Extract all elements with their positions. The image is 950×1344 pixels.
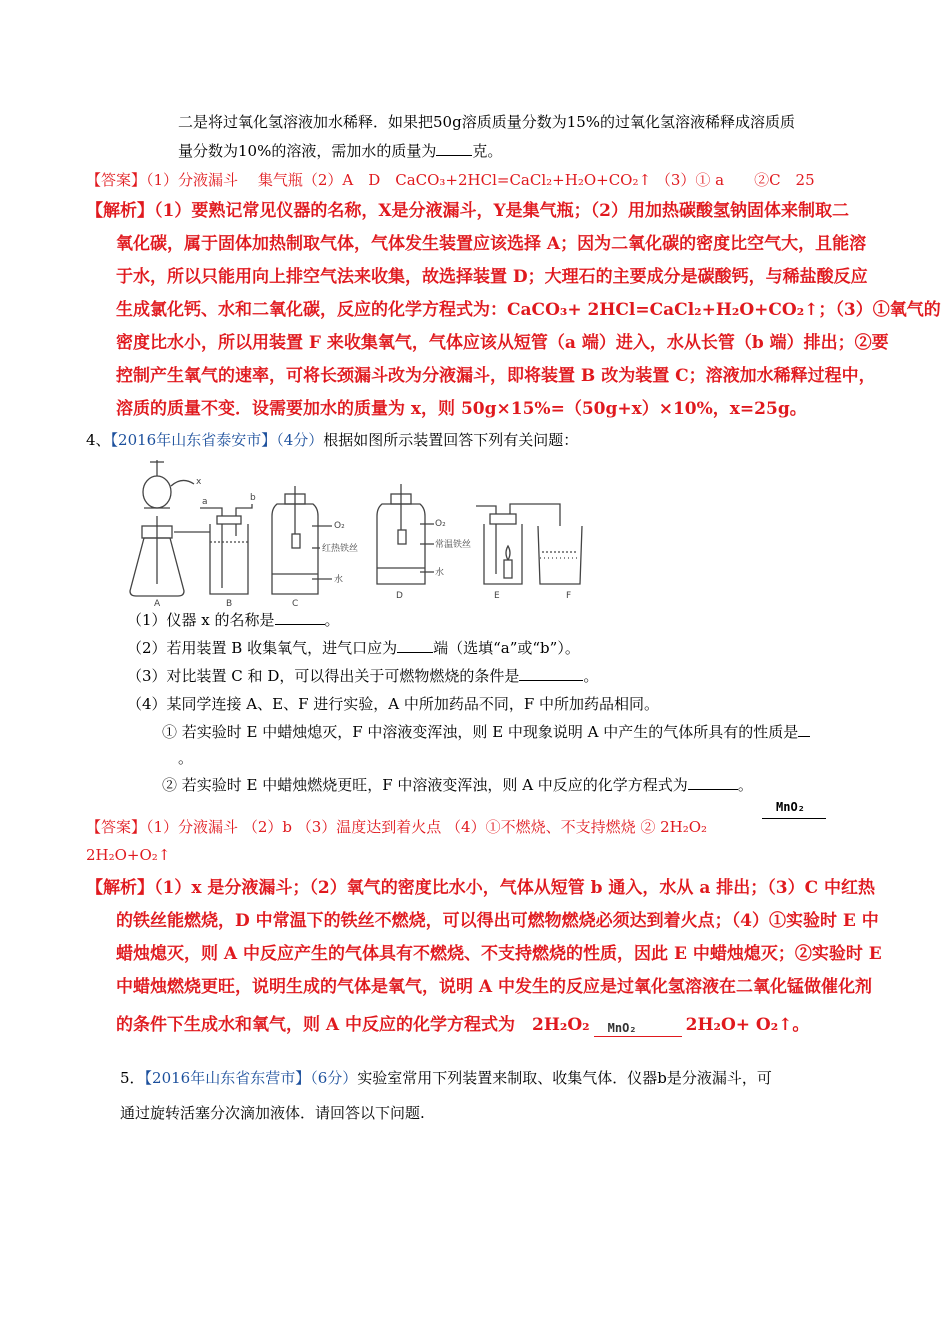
answer-blank: [798, 722, 810, 737]
q4-sub4-1-text: ① 若实验时 E 中蜡烛熄灭，F 中溶液变浑浊，则 E 中现象说明 A 中产生的气体所具有的性质是: [162, 723, 799, 741]
catalyst-mno2: MnO₂: [776, 800, 805, 814]
answer3: 【答案】（1）分液漏斗 集气瓶（2）A D CaCO₃+2HCl=CaCl₂+H₂O+CO₂↑ （3）① a ②C 25: [86, 171, 815, 189]
q4-sub4-1-end: 。: [178, 749, 194, 767]
label-water-c: 水: [334, 575, 344, 585]
q4-sub4-2: [162, 775, 753, 795]
q4-sub1-end: 。: [324, 611, 340, 629]
answer-blank: [688, 775, 738, 790]
apparatus-f: [538, 526, 582, 584]
label-port-b: b: [250, 493, 256, 503]
answer-blank: [275, 610, 325, 625]
q4-score: （4分）: [276, 431, 324, 449]
label-room-wire: 常温铁丝: [435, 540, 472, 550]
q4-sub3-end: 。: [583, 667, 599, 685]
analysis4-line2: 的铁丝能燃烧，D 中常温下的铁丝不燃烧，可以得出可燃物燃烧必须达到着火点；（4）①实验时 E 中: [116, 911, 879, 931]
q4-sub4-2-end: 。: [737, 776, 753, 794]
answer-blank: [436, 141, 472, 156]
q5-line2: 通过旋转活塞分次滴加液体．请回答以下问题.: [120, 1104, 425, 1122]
label-f: F: [566, 591, 572, 601]
answer4-line1: 【答案】（1）分液漏斗 （2）b （3）温度达到着火点 （4）①不燃烧、不支持燃烧 ② 2H₂O₂: [86, 818, 708, 836]
q4-sub2: [127, 638, 580, 658]
q4-sub4: （4）某同学连接 A、E、F 进行实验，A 中所加药品不同，F 中所加药品相同。: [127, 695, 660, 713]
analysis3-line2: 氧化碳，属于固体加热制取气体，气体发生装置应该选择 A；因为二氧化碳的密度比空气大，且能溶: [116, 234, 867, 254]
q4-number: 4、: [86, 431, 111, 449]
label-o2-c: O₂: [334, 521, 345, 531]
label-a: A: [154, 599, 161, 608]
answer-blank: [519, 666, 583, 681]
q4-sub2-end: 端（选填“a”或“b”）。: [433, 639, 580, 657]
q5-heading: [120, 1068, 772, 1088]
q4-sub1-text: （1）仪器 x 的名称是: [127, 611, 275, 629]
catalyst-mno2-analysis: MnO₂: [607, 1021, 637, 1035]
answer-blank: [397, 638, 433, 653]
q4-sub3-text: （3）对比装置 C 和 D，可以得出关于可燃物燃烧的条件是: [127, 667, 520, 685]
analysis4-line5-end: 2H₂O+ O₂↑。: [685, 1015, 810, 1035]
analysis3-line3: 于水，所以只能用向上排空气法来收集，故选择装置 D；大理石的主要成分是碳酸钙，与稀盐酸反应: [116, 267, 868, 287]
q4-sub4-1: [162, 722, 810, 742]
label-x: x: [196, 477, 202, 487]
q4-source: 【2016年山东省泰安市】: [110, 431, 277, 449]
prev-question-line2-end: 克。: [472, 142, 503, 160]
apparatus-figure: [122, 456, 592, 608]
analysis3-line4: 生成氯化钙、水和二氧化碳，反应的化学方程式为：CaCO₃+ 2HCl=CaCl₂+H₂O+CO₂↑；（3）①氧气的: [116, 300, 941, 320]
analysis4-line5-text: 的条件下生成水和氧气，则 A 中反应的化学方程式为 2H₂O₂: [116, 1015, 590, 1035]
analysis4-line5: [116, 1015, 809, 1035]
q4-stem: 根据如图所示装置回答下列有关问题：: [323, 431, 579, 449]
label-b: B: [226, 599, 233, 608]
apparatus-b: [200, 504, 252, 594]
answer4-line2: 2H₂O+O₂↑: [86, 846, 171, 864]
q4-sub4-2-text: ② 若实验时 E 中蜡烛燃烧更旺，F 中溶液变浑浊，则 A 中反应的化学方程式为: [162, 776, 688, 794]
prev-question-line1: 二是将过氧化氢溶液加水稀释．如果把50g溶质质量分数为15%的过氧化氢溶液稀释成溶质质: [178, 113, 796, 131]
q5-number: 5．: [120, 1069, 145, 1087]
apparatus-e: [476, 504, 560, 584]
label-hot-wire: 红热铁丝: [322, 544, 359, 554]
analysis3-line7: 溶质的质量不变．设需要加水的质量为 x，则 50g×15%=（50g+x）×10%，x=25g。: [116, 399, 807, 419]
q5-score: （6分）: [310, 1069, 358, 1087]
q4-sub3: [127, 666, 598, 686]
analysis4-line3: 蜡烛熄灭，则 A 中反应产生的气体具有不燃烧、不支持燃烧的性质，因此 E 中蜡烛熄灭；②实验时 E: [116, 944, 882, 964]
analysis4-line1: 【解析】（1）x 是分液漏斗；（2）氧气的密度比水小，气体从短管 b 通入，水从 a 排出；（3）C 中红热: [86, 878, 876, 898]
q4-sub1: [127, 610, 340, 630]
label-d: D: [396, 591, 403, 601]
label-port-a: a: [202, 497, 208, 507]
analysis4-line4: 中蜡烛燃烧更旺，说明生成的气体是氧气，说明 A 中发生的反应是过氧化氢溶液在二氧化锰做催化剂: [116, 977, 873, 997]
prev-question-line2: [178, 141, 502, 161]
analysis3-line6: 控制产生氧气的速率，可将长颈漏斗改为分液漏斗，即将装置 B 改为装置 C；溶液加水稀释过程中，: [116, 366, 876, 386]
label-e: E: [494, 591, 500, 601]
q4-sub2-text: （2）若用装置 B 收集氧气，进气口应为: [127, 639, 398, 657]
reaction-arrow-line: [762, 818, 826, 819]
reaction-arrow-line-analysis: [594, 1036, 682, 1037]
apparatus-c: [272, 486, 332, 594]
analysis3-line1: 【解析】（1）要熟记常见仪器的名称，X是分液漏斗，Y是集气瓶；（2）用加热碳酸氢钠固体来制取二: [86, 201, 849, 221]
label-c: C: [292, 599, 299, 608]
q5-source: 【2016年山东省东营市】: [144, 1069, 311, 1087]
q4-heading: [86, 430, 578, 450]
analysis3-line5: 密度比水小，所以用装置 F 来收集氧气，气体应该从短管（a 端）进入，水从长管（b 端）排出；②要: [116, 333, 889, 353]
q5-stem: 实验室常用下列装置来制取、收集气体．仪器b是分液漏斗，可: [357, 1069, 772, 1087]
label-o2-d: O₂: [435, 519, 446, 529]
label-water-d: 水: [435, 568, 445, 578]
apparatus-d: [377, 484, 434, 584]
prev-question-line2-text: 量分数为10%的溶液，需加水的质量为: [178, 142, 437, 160]
